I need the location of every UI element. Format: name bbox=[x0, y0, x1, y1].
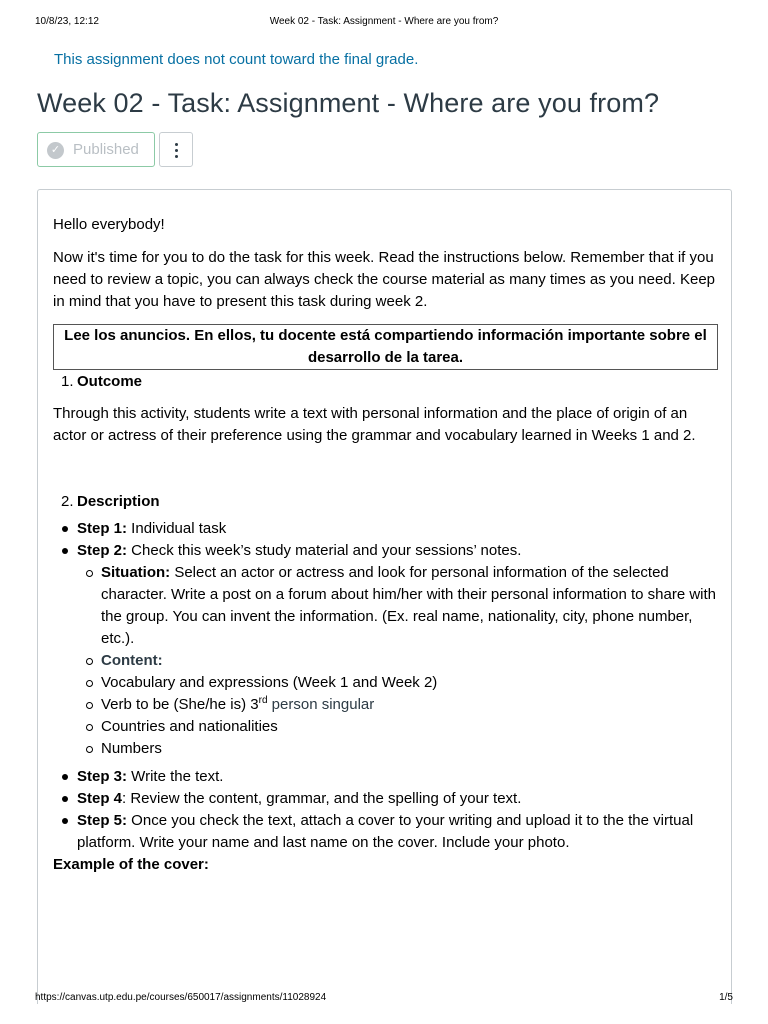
check-circle-icon: ✓ bbox=[47, 142, 64, 159]
description-title: Description bbox=[77, 493, 160, 510]
description-heading bbox=[53, 491, 718, 513]
print-title: Week 02 - Task: Assignment - Where are you from? bbox=[269, 16, 499, 27]
intro-paragraph: Now it's time for you to do the task for this week. Read the instructions below. Remember that if you need to review a topic, you can always check the course material as many times as you need. Keep in mind that you have to present this task during week 2. bbox=[53, 249, 716, 310]
list-item bbox=[77, 518, 718, 540]
steps-list bbox=[53, 518, 718, 760]
step5-text: Once you check the text, attach a cover to your writing and upload it to the the virtual platform. Write your name and last name on the cover. Include your photo. bbox=[77, 812, 694, 851]
published-label: Published bbox=[73, 141, 139, 158]
list-item bbox=[77, 788, 718, 810]
announcement-callout: Lee los anuncios. En ellos, tu docente está compartiendo información importante sobre el desarrollo de la tarea. bbox=[53, 324, 718, 370]
print-page-number: 1/5 bbox=[719, 992, 733, 1003]
list-item bbox=[101, 716, 718, 738]
print-footer bbox=[35, 992, 733, 1006]
description-number: 2. bbox=[61, 493, 74, 510]
step4-text: : Review the content, grammar, and the spelling of your text. bbox=[122, 790, 522, 807]
list-item bbox=[77, 810, 718, 854]
print-header bbox=[35, 16, 733, 30]
step5-label: Step 5: bbox=[77, 812, 128, 829]
step3-label: Step 3: bbox=[77, 768, 128, 785]
content-verb-suffix: person singular bbox=[267, 696, 375, 713]
step2-sublist bbox=[77, 562, 718, 760]
outcome-heading bbox=[53, 371, 718, 393]
step1-label: Step 1: bbox=[77, 520, 128, 537]
example-heading: Example of the cover: bbox=[53, 856, 209, 873]
list-item bbox=[101, 738, 718, 760]
content-countries: Countries and nationalities bbox=[101, 718, 278, 735]
content-verb-sup: rd bbox=[258, 695, 268, 706]
list-item bbox=[101, 672, 718, 694]
kebab-menu-icon bbox=[175, 143, 178, 146]
published-button[interactable] bbox=[37, 132, 155, 167]
situation-label: Situation: bbox=[101, 564, 171, 581]
outcome-title: Outcome bbox=[77, 373, 143, 390]
steps-list-continued bbox=[53, 766, 718, 854]
list-item bbox=[77, 540, 718, 760]
assignment-description bbox=[53, 214, 718, 876]
content-numbers: Numbers bbox=[101, 740, 162, 757]
outcome-number: 1. bbox=[61, 373, 74, 390]
content-verb-prefix: Verb to be (She/he is) 3 bbox=[101, 696, 259, 713]
list-item bbox=[101, 650, 718, 672]
step3-text: Write the text. bbox=[127, 768, 224, 785]
step1-text: Individual task bbox=[127, 520, 227, 537]
content-vocab: Vocabulary and expressions (Week 1 and Week 2) bbox=[101, 674, 438, 691]
greeting: Hello everybody! bbox=[53, 216, 165, 233]
step2-text: Check this week’s study material and your sessions’ notes. bbox=[127, 542, 522, 559]
kebab-dot bbox=[175, 149, 178, 152]
list-item bbox=[77, 766, 718, 788]
step2-label: Step 2: bbox=[77, 542, 128, 559]
kebab-dot bbox=[175, 155, 178, 158]
situation-text: Select an actor or actress and look for personal information of the selected character. Write a post on a forum about him/her with their personal information to share with the group. You can invent the information. (Ex. real name, nationality, city, phone number, etc.). bbox=[101, 564, 717, 647]
grade-notice: This assignment does not count toward the final grade. bbox=[54, 51, 419, 68]
content-label: Content: bbox=[101, 652, 163, 669]
list-item bbox=[101, 562, 718, 650]
page-title: Week 02 - Task: Assignment - Where are you from? bbox=[37, 88, 660, 118]
step4-label: Step 4 bbox=[77, 790, 123, 807]
print-url: https://canvas.utp.edu.pe/courses/650017/assignments/11028924 bbox=[35, 992, 327, 1003]
outcome-text: Through this activity, students write a text with personal information and the place of origin of an actor or actress of their preference using the grammar and vocabulary learned in Weeks 1 and 2. bbox=[53, 405, 696, 444]
more-options-button[interactable] bbox=[159, 132, 193, 167]
list-item bbox=[101, 694, 718, 716]
print-datetime: 10/8/23, 12:12 bbox=[35, 16, 99, 27]
